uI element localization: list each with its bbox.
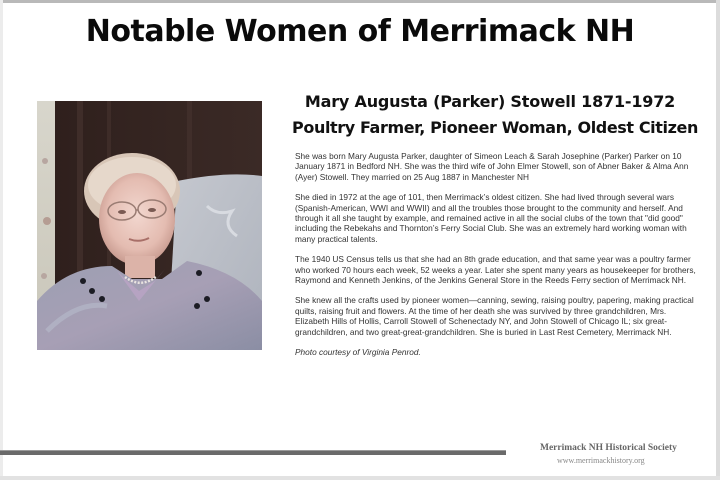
society-name: Merrimack NH Historical Society [540, 443, 677, 453]
biography-text [295, 151, 700, 368]
photo-credit: Photo courtesy of Virginia Penrod. [295, 347, 421, 358]
frame-top-border [0, 0, 720, 3]
portrait-photo [37, 101, 262, 350]
frame-bottom-border [0, 476, 720, 480]
subject-name-heading: Mary Augusta (Parker) Stowell 1871-1972 [304, 92, 676, 111]
frame-left-border [0, 0, 3, 480]
footer-divider [0, 450, 506, 455]
portrait-image [37, 101, 262, 350]
page-title: Notable Women of Merrimack NH [85, 14, 635, 49]
subject-roles-heading: Poultry Farmer, Pioneer Woman, Oldest Citizen [292, 118, 698, 137]
bio-paragraph-birth: She was born Mary Augusta Parker, daughter of Simeon Leach & Sarah Josephine (Parker) Parker on 10 January 1871 in Bedford NH. She was the third wife of John Elmer Stowell, son of Abner Baker & Alma Ann (Ayer) Stowell. They married on 25 Aug 1887 in Manchester NH [295, 151, 689, 182]
bio-paragraph-death: She died in 1972 at the age of 101, then Merrimack’s oldest citizen. She had lived through several wars (Spanish-American, WWI and WWII) and all the troubles those brought to the community and herself. And through it all she taught by example, and remained active in all the social clubs of the town that "did good" including the Rebekahs and Thornton’s Ferry Social Club. She was an extremely hard working woman with many practical talents. [295, 192, 687, 244]
society-url: www.merrimackhistory.org [557, 456, 645, 465]
frame-right-border [716, 0, 720, 480]
bio-paragraph-census: The 1940 US Census tells us that she had an 8th grade education, and that same year was a poultry farmer who worked 70 hours each week, 52 weeks a year. Later she spent many years as housekeeper for brothers, Raymond and Kenneth Jenkins, of the Jenkins General Store in the Reeds Ferry section of Merrimack NH. [295, 254, 696, 286]
bio-paragraph-crafts: She knew all the crafts used by pioneer women—canning, sewing, raising poultry, papering, making practical quilts, raising fruit and flowers. At the time of her death she was survived by three grandchildren, Mrs. Elizabeth Hills of Hollis, Carroll Stowell of Schenectady NY, and John Stowell of Chicago IL; six great-grandchildren, and two great-great-grandchildren. She is buried in Last Rest Cemetery, Merrimack NH. [295, 295, 694, 337]
